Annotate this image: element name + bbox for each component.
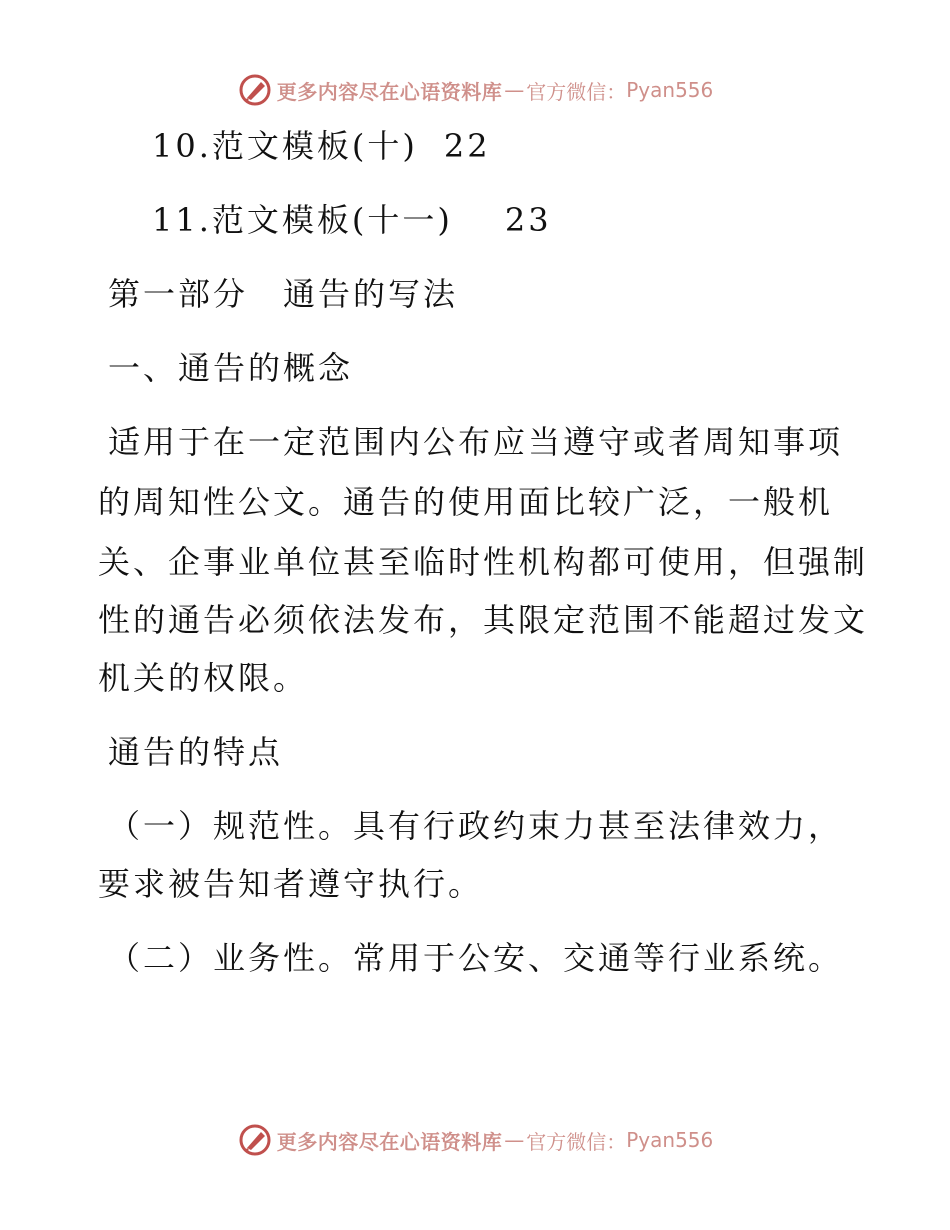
- toc-item-label: 10.范文模板(十): [152, 127, 418, 165]
- watermark-dash: —: [504, 1128, 525, 1152]
- watermark-main-text: 更多内容尽在心语资料库: [276, 79, 503, 104]
- footer-watermark: [0, 1120, 950, 1160]
- watermark-dash: —: [504, 78, 525, 102]
- concept-line: 适用于在一定范围内公布应当遵守或者周知事项: [108, 423, 844, 461]
- concept-line: 关、企事业单位甚至临时性机构都可使用，但强制: [98, 543, 869, 581]
- watermark-wechat-id: Pyan556: [626, 1128, 714, 1152]
- features-title: 通告的特点: [108, 733, 284, 771]
- watermark-wechat-label: 官方微信：: [526, 1129, 627, 1154]
- watermark-main-text: 更多内容尽在心语资料库: [276, 1129, 503, 1154]
- toc-item-10: [152, 126, 491, 166]
- concept-line: 机关的权限。: [98, 659, 309, 697]
- toc-item-page: 22: [443, 127, 491, 165]
- subsection-title: 一、通告的概念: [108, 349, 354, 387]
- pen-logo-icon: [237, 1122, 273, 1158]
- toc-item-11: [152, 200, 552, 240]
- toc-item-label: 11.范文模板(十一): [152, 201, 453, 239]
- watermark-wechat-label: 官方微信：: [526, 79, 627, 104]
- feature-line: 要求被告知者遵守执行。: [98, 865, 484, 903]
- concept-line: 的周知性公文。通告的使用面比较广泛，一般机: [98, 483, 834, 521]
- section-title: 第一部分 通告的写法: [108, 275, 459, 313]
- header-watermark: [0, 70, 950, 110]
- pen-logo-icon: [237, 72, 273, 108]
- feature-line: （一）规范性。具有行政约束力甚至法律效力，: [108, 807, 844, 845]
- concept-line: 性的通告必须依法发布，其限定范围不能超过发文: [98, 601, 869, 639]
- toc-item-page: 23: [504, 201, 552, 239]
- feature-line: （二）业务性。常用于公安、交通等行业系统。: [108, 939, 844, 977]
- watermark-wechat-id: Pyan556: [626, 78, 714, 102]
